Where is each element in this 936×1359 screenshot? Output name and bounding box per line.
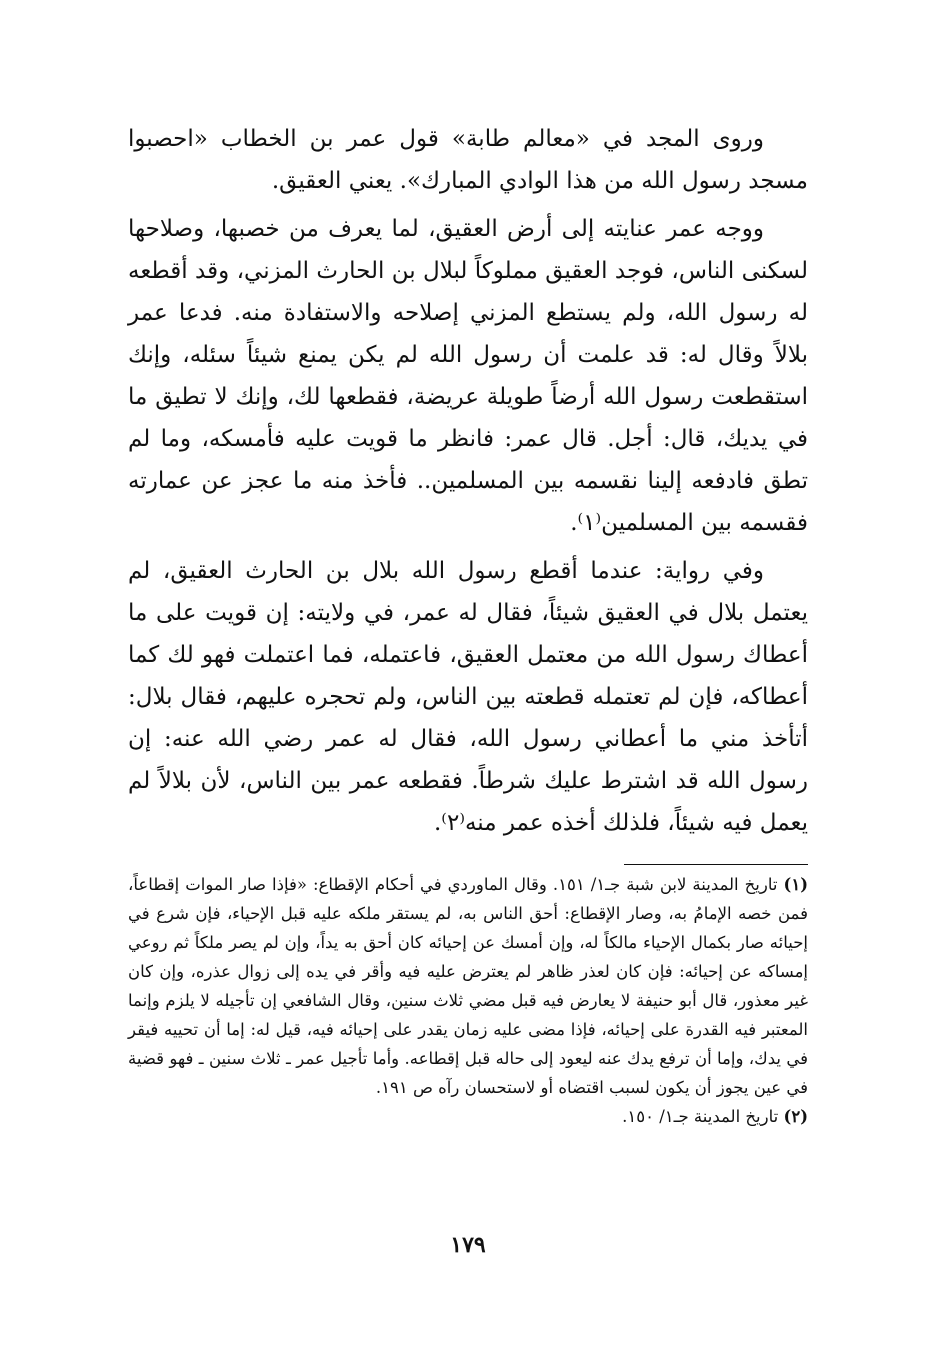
page-number: ١٧٩ (450, 1232, 486, 1258)
paragraph-3: وفي رواية: عندما أقطع رسول الله بلال بن الحارث العقيق، لم يعتمل بلال في العقيق شيئاً، فقال له عمر، في ولايته: إن قويت على ما أعطاك رسول الله من معتمل العقيق، فاعتمله، فما اعتملت فهو لك كما أعطاكه، فإن لم تعتمله قطعته بين الناس، ولم تحجره عليهم، فقال بلال: أتأخذ مني ما أعطاني رسول الله، فقال له عمر رضي الله عنه: إن رسول الله قد اشترط عليك شرطاً. فقطعه عمر بين الناس، لأن بلالاً لم يعمل فيه شيئاً، فلذلك أخذه عمر منه⁽٢⁾. (128, 558, 808, 836)
footnotes (128, 870, 808, 1131)
paragraph-2: ووجه عمر عنايته إلى أرض العقيق، لما يعرف من خصبها، وصلاحها لسكنى الناس، فوجد العقيق مملوكاً لبلال بن الحارث المزني، وقد أقطعه له رسول الله، ولم يستطع المزني إصلاحه والاستفادة منه. فدعا عمر بلالاً وقال له: قد علمت أن رسول الله لم يكن يمنع شيئاً سئله، وإنك استقطعت رسول الله أرضاً طويلة عريضة، فقطعها لك، وإنك لا تطيق ما في يديك، قال: أجل. قال عمر: فانظر ما قويت عليه فأمسكه، وما لم تطق فادفعه إلينا نقسمه بين المسلمين.. فأخذ منه ما عجز عن عمارته فقسمه بين المسلمين⁽١⁾. (128, 216, 808, 536)
footnote-2 (128, 1102, 808, 1131)
paragraph-1: وروى المجد في «معالم طابة» قول عمر بن الخطاب «احصبوا مسجد رسول الله من هذا الوادي المبارك». يعني العقيق. (128, 126, 808, 194)
footnote-1-number: (١) (783, 875, 808, 894)
footnote-1-text: تاريخ المدينة لابن شبة جـ١/ ١٥١. وقال الماوردي في أحكام الإقطاع: «فإذا صار الموات إقطاعاً، فمن خصه الإمامُ به، وصار الإقطاع: أحق الناس به، لم يستقر ملكه عليه قبل الإحياء، فإن شرع في إحيائه صار بكمال الإحياء مالكاً له، وإن أمسك عن إحيائه كان أحق به يداً، وإن لم يصر ملكاً ثم روعي إمساكه عن إحيائه: فإن كان لعذر ظاهر لم يعترض عليه فيه وأقر في يده إلى زوال عذره، وإن كان غير معذور، قال أبو حنيفة لا يعارض فيه قبل مضي ثلاث سنين، وقال الشافعي إن تأجيله لا يلزم وإنما المعتبر فيه القدرة على إحيائه، فإذا مضى عليه زمان يقدر على إحيائه فيه، قيل له: إما أن تحييه فيقر في يدك، وإما أن ترفع يدك عنه ليعود إلى حاله قبل إقطاعه. وأما تأجيل عمر ـ ثلاث سنين ـ فهو قضية في عين يجوز أن يكون لسبب اقتضاه أو لاستحسان رآه ص ١٩١. (128, 875, 808, 1097)
footnote-2-text: تاريخ المدينة جـ١/ ١٥٠. (622, 1107, 779, 1126)
footnote-separator (624, 864, 808, 865)
main-text (128, 118, 808, 850)
footnote-1 (128, 870, 808, 1102)
footnote-2-number: (٢) (783, 1107, 808, 1126)
